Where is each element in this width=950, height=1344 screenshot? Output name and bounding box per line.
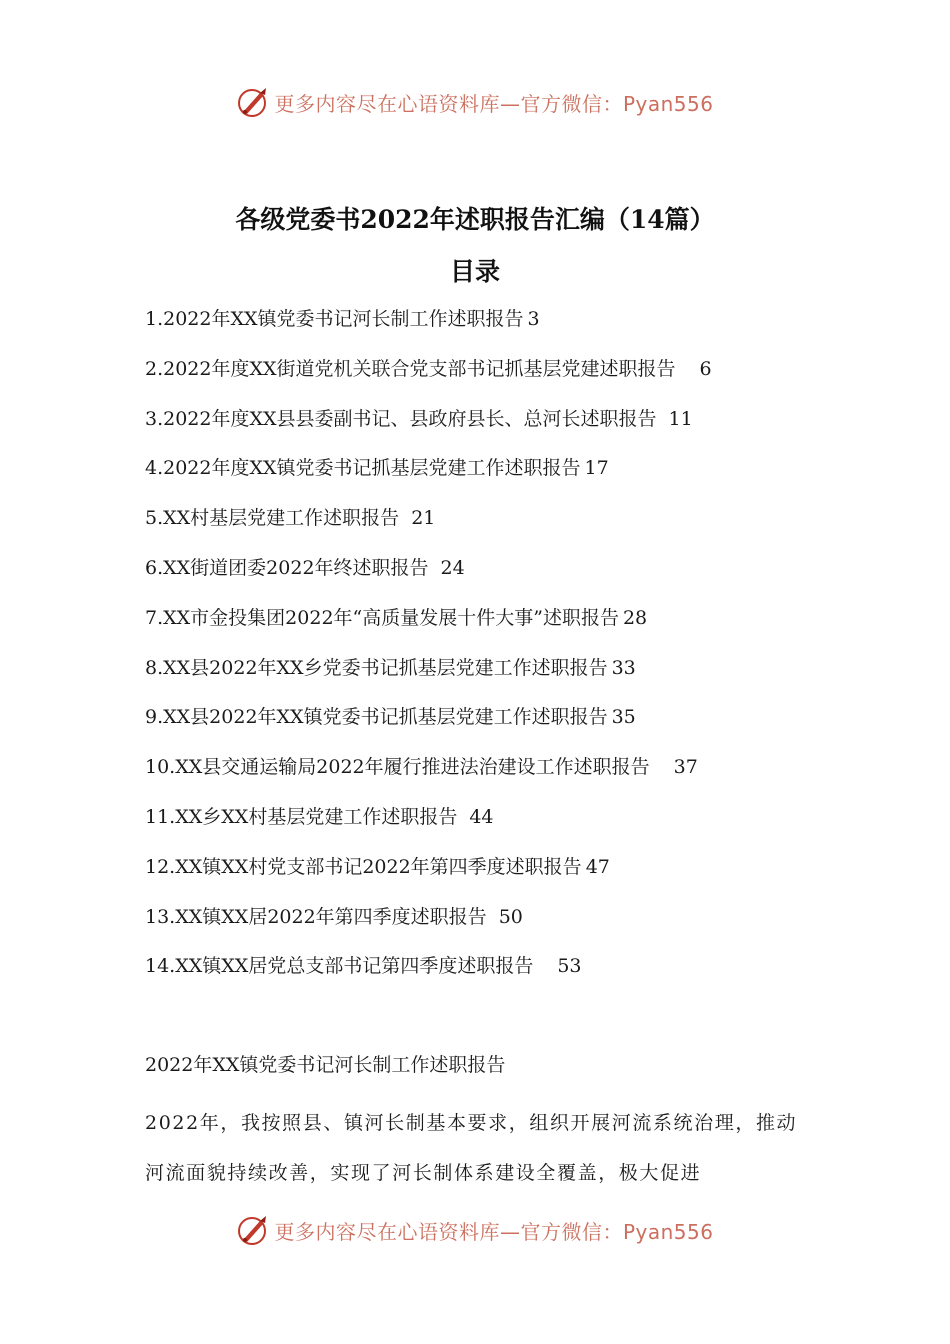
toc-heading: 目录 (449, 257, 500, 286)
toc-item[interactable] (145, 900, 825, 950)
watermark-header (0, 82, 950, 122)
table-of-contents (145, 302, 825, 999)
toc-item-label: 12.XX镇XX村党支部书记2022年第四季度述职报告 (145, 855, 582, 878)
section-title: 2022年XX镇党委书记河长制工作述职报告 (145, 1054, 506, 1076)
toc-item-page: 37 (673, 756, 698, 779)
toc-item[interactable] (145, 501, 825, 551)
toc-item-page: 3 (527, 308, 540, 330)
toc-item-label: 4.2022年度XX镇党委书记抓基层党建工作述职报告 (145, 457, 581, 480)
toc-item-label: 3.2022年度XX县县委副书记、县政府县长、总河长述职报告 (145, 407, 657, 430)
toc-item-page: 53 (557, 955, 582, 978)
toc-item-page: 24 (440, 556, 465, 579)
toc-item[interactable] (145, 700, 825, 750)
toc-item-label: 14.XX镇XX居党总支部书记第四季度述职报告 (145, 955, 534, 978)
toc-item-page: 17 (584, 457, 609, 480)
toc-item-label: 1.2022年XX镇党委书记河长制工作述职报告 (145, 308, 524, 330)
toc-item-label: 5.XX村基层党建工作述职报告 (145, 507, 400, 530)
toc-item-page: 33 (611, 656, 636, 679)
document-body (145, 1048, 815, 1198)
toc-item[interactable] (145, 800, 825, 850)
document-title: 各级党委书2022年述职报告汇编（14篇） (235, 205, 715, 234)
quill-logo-icon (236, 85, 270, 119)
toc-item-label: 6.XX街道团委2022年终述职报告 (145, 556, 429, 579)
quill-logo-icon (236, 1213, 270, 1247)
toc-item[interactable] (145, 402, 825, 452)
toc-item-label: 8.XX县2022年XX乡党委书记抓基层党建工作述职报告 (145, 656, 608, 679)
toc-item-page: 11 (668, 407, 693, 430)
toc-item-label: 9.XX县2022年XX镇党委书记抓基层党建工作述职报告 (145, 706, 608, 729)
toc-item-label: 11.XX乡XX村基层党建工作述职报告 (145, 805, 458, 828)
toc-item[interactable] (145, 352, 825, 402)
watermark-text: 更多内容尽在心语资料库—官方微信：Pyan556 (274, 91, 714, 116)
toc-item-label: 2.2022年度XX街道党机关联合党支部书记抓基层党建述职报告 (145, 357, 676, 380)
toc-item[interactable] (145, 451, 825, 501)
toc-item-page: 6 (699, 357, 712, 380)
toc-item-page: 47 (585, 855, 610, 878)
toc-item[interactable] (145, 949, 825, 999)
toc-item-page: 21 (411, 507, 436, 530)
toc-item-page: 50 (498, 905, 523, 928)
watermark-footer (0, 1210, 950, 1250)
toc-item-label: 10.XX县交通运输局2022年履行推进法治建设工作述职报告 (145, 756, 650, 779)
toc-item[interactable] (145, 651, 825, 701)
toc-item-page: 44 (469, 805, 494, 828)
body-paragraph: 2022年，我按照县、镇河长制基本要求，组织开展河流系统治理，推动河流面貌持续改善，实现了河长制体系建设全覆盖，极大促进 (145, 1112, 798, 1184)
toc-item[interactable] (145, 302, 825, 352)
watermark-text: 更多内容尽在心语资料库—官方微信：Pyan556 (274, 1219, 714, 1244)
toc-item[interactable] (145, 601, 825, 651)
toc-item-label: 13.XX镇XX居2022年第四季度述职报告 (145, 905, 487, 928)
toc-item[interactable] (145, 750, 825, 800)
toc-item-page: 28 (622, 606, 648, 629)
toc-item[interactable] (145, 551, 825, 601)
toc-item-label: 7.XX市金投集团2022年“高质量发展十件大事”述职报告 (145, 606, 619, 629)
toc-item-page: 35 (611, 706, 636, 729)
toc-item[interactable] (145, 850, 825, 900)
